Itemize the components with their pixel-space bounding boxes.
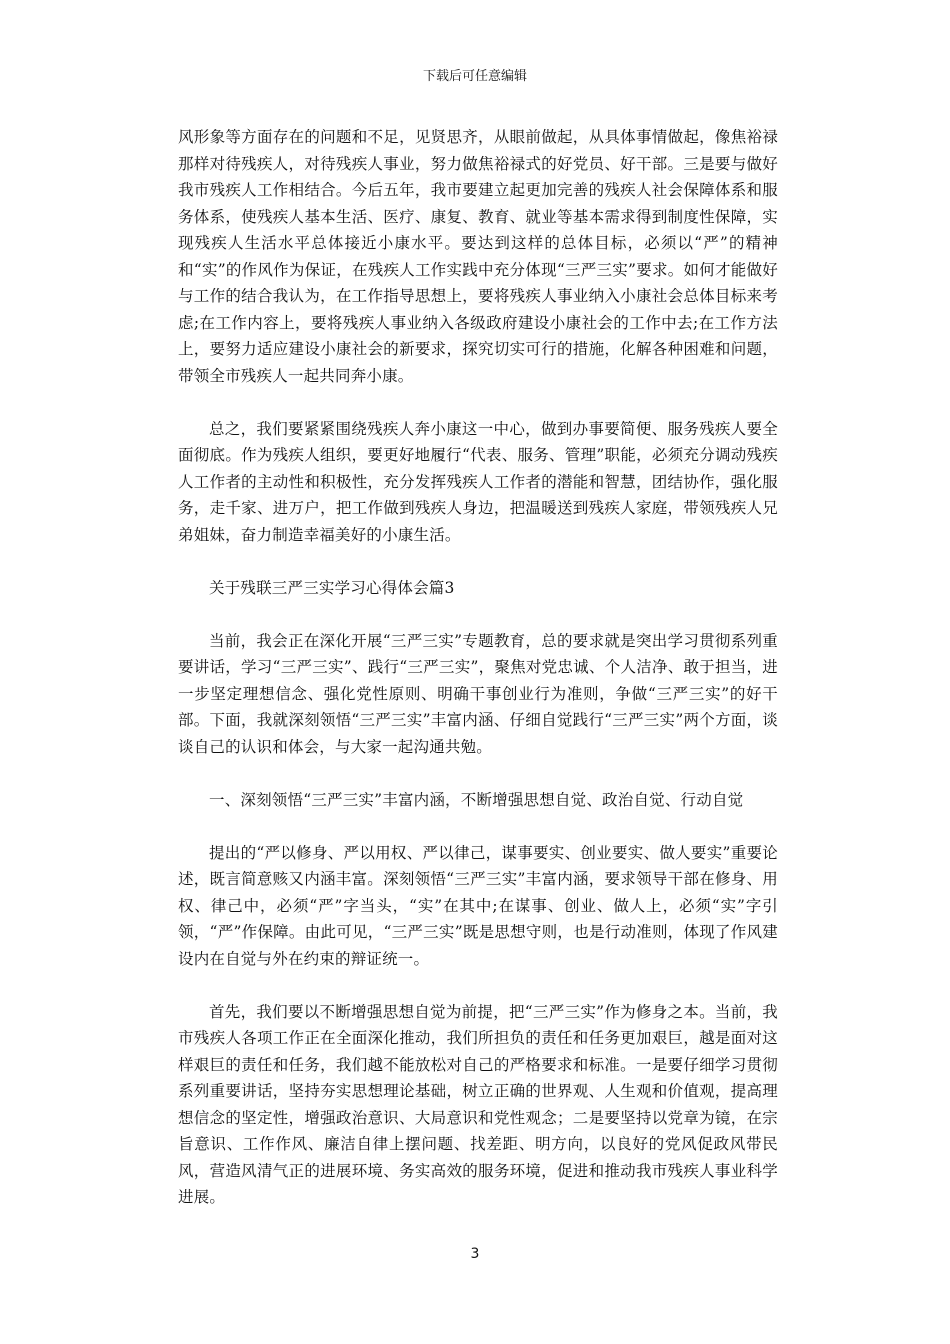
paragraph-intro: 当前，我会正在深化开展“三严三实”专题教育，总的要求就是突出学习贯彻系列重要讲话，学习“三严三实”、践行“三严三实”，聚焦对党忠诚、个人洁净、敢于担当，进一步坚定理想信念、强化党性原则、明确干事创业行为准则，争做“三严三实”的好干部。下面，我就深刻领悟“三严三实”丰富内涵、仔细自觉践行“三严三实”两个方面，谈谈自己的认识和体会，与大家一起沟通共勉。 [178, 631, 778, 756]
paragraph-first: 首先，我们要以不断增强思想自觉为前提，把“三严三实”作为修身之本。当前，我市残疾人各项工作正在全面深化推动，我们所担负的责任和任务更加艰巨，越是面对这样艰巨的责任和任务，我们越不能放松对自己的严格要求和标准。一是要仔细学习贯彻系列重要讲话，坚持夯实思想理论基础，树立正确的世界观、人生观和价值观，提高理想信念的坚定性，增强政治意识、大局意识和党性观念；二是要坚持以党章为镜，在宗旨意识、工作作风、廉洁自律上摆问题、找差距、明方向，以良好的党风促政风带民风，营造风清气正的进展环境、务实高效的服务环境，促进和推动我市残疾人事业科学进展。 [178, 1002, 778, 1206]
paragraph-gap [178, 389, 778, 416]
paragraph-gap [178, 813, 778, 840]
paragraph-continuation: 风形象等方面存在的问题和不足，见贤思齐，从眼前做起，从具体事情做起，像焦裕禄那样对待残疾人，对待残疾人事业，努力做焦裕禄式的好党员、好干部。三是要与做好我市残疾人工作相结合。今后五年，我市要建立起更加完善的残疾人社会保障体系和服务体系，使残疾人基本生活、医疗、康复、教育、就业等基本需求得到制度性保障，实现残疾人生活水平总体接近小康水平。要达到这样的总体目标，必须以“严”的精神和“实”的作风作为保证，在残疾人工作实践中充分体现“三严三实”要求。如何才能做好与工作的结合我认为，在工作指导思想上，要将残疾人事业纳入小康社会总体目标来考虑;在工作内容上，要将残疾人事业纳入各级政府建设小康社会的工作中去;在工作方法上，要努力适应建设小康社会的新要求，探究切实可行的措施，化解各种困难和问题，带领全市残疾人一起共同奔小康。 [178, 128, 778, 385]
paragraph-gap [178, 548, 778, 575]
section-heading-one: 一、深刻领悟“三严三实”丰富内涵，不断增强思想自觉、政治自觉、行动自觉 [209, 790, 744, 809]
page-header: 下载后可任意编辑 [422, 69, 527, 84]
paragraph-gap [178, 972, 778, 999]
paragraph-connotation: 提出的“严以修身、严以用权、严以律己，谋事要实、创业要实、做人要实”重要论述，既言简意赅又内涵丰富。深刻领悟“三严三实”丰富内涵，要求领导干部在修身、用权、律己中，必须“严”字当头，“实”在其中;在谋事、创业、做人上，必须“实”字引领，“严”作保障。由此可见，“三严三实”既是思想守则，也是行动准则，体现了作风建设内在自觉与外在约束的辩证统一。 [178, 843, 778, 968]
paragraph-summary: 总之，我们要紧紧围绕残疾人奔小康这一中心，做到办事要简便、服务残疾人要全面彻底。作为残疾人组织，要更好地履行“代表、服务、管理”职能，必须充分调动残疾人工作者的主动性和积极性，充分发挥残疾人工作者的潜能和智慧，团结协作，强化服务，走千家、进万户，把工作做到残疾人身边，把温暖送到残疾人家庭，带领残疾人兄弟姐妹，奋力制造幸福美好的小康生活。 [178, 419, 778, 544]
section-title: 关于残联三严三实学习心得体会篇3 [209, 578, 455, 597]
paragraph-gap [178, 760, 778, 787]
paragraph-gap [178, 601, 778, 628]
document-body [178, 124, 778, 1211]
page-number: 3 [470, 1246, 480, 1262]
